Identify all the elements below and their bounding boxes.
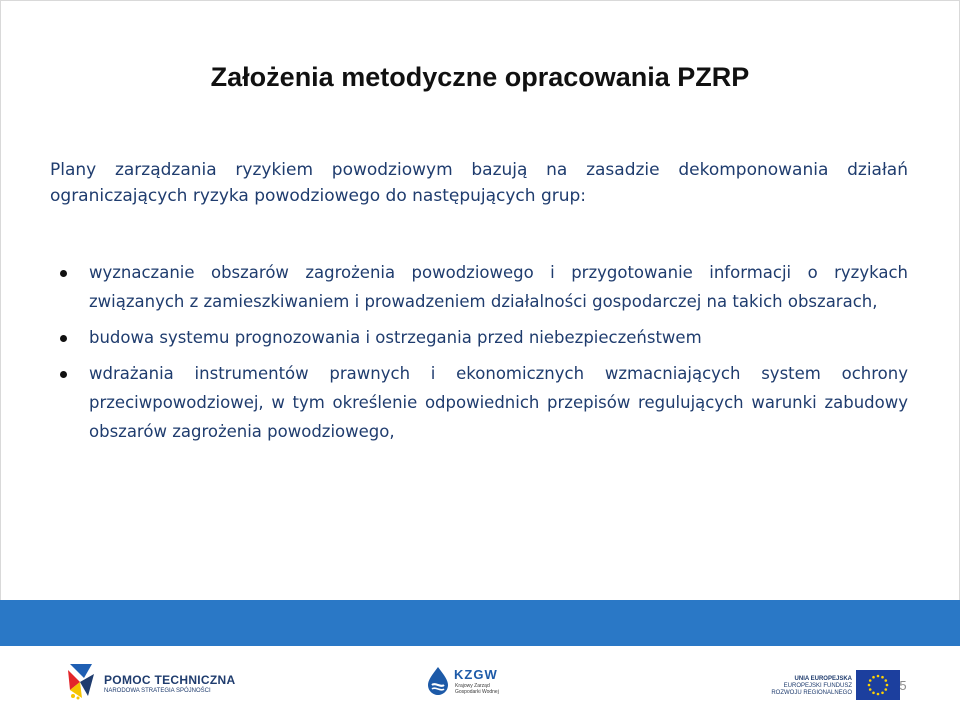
bullet-item [60, 323, 908, 352]
bullet-dot-icon [60, 335, 67, 342]
page-number: 5 [899, 678, 907, 693]
pomoc-techniczna-logo [64, 660, 234, 700]
pomoc-techniczna-name: POMOC TECHNICZNA [104, 673, 236, 687]
bullet-item [60, 359, 908, 446]
kzgw-subtitle: Krajowy Zarząd Gospodarki Wodnej [455, 683, 499, 695]
pomoc-techniczna-subtitle: NARODOWA STRATEGIA SPÓJNOŚCI [104, 688, 211, 694]
bullet-list [60, 258, 908, 453]
kzgw-logo [424, 665, 524, 701]
eu-line-3: ROZWOJU REGIONALNEGO [771, 690, 852, 696]
slide-title: Założenia metodyczne opracowania PZRP [210, 62, 750, 92]
eu-text [771, 676, 852, 697]
bullet-text: budowa systemu prognozowania i ostrzegania przed niebezpieczeństwem [89, 328, 702, 347]
eu-line-1: UNIA EUROPEJSKA [794, 676, 852, 682]
bullet-text: wyznaczanie obszarów zagrożenia powodziowego i przygotowanie informacji o ryzykach związanych z zamieszkiwaniem i prowadzeniem działalności gospodarczej na takich obszarach, [89, 263, 908, 311]
eu-logo [770, 666, 910, 704]
bullet-dot-icon [60, 270, 67, 277]
kzgw-logo-icon [424, 665, 452, 697]
footer-blue-band [0, 600, 960, 646]
bullet-dot-icon [60, 371, 67, 378]
eu-line-2: EUROPEJSKI FUNDUSZ [783, 683, 852, 689]
pomoc-techniczna-logo-icon [64, 660, 98, 700]
bullet-text: wdrażania instrumentów prawnych i ekonomicznych wzmacniających system ochrony przeciwpowodziowej, w tym określenie odpowiednich przepisów regulujących warunki zabudowy obszarów zagrożenia powodziowego, [89, 364, 908, 441]
intro-paragraph: Plany zarządzania ryzykiem powodziowym bazują na zasadzie dekomponowania działań ograniczających ryzyka powodziowego do następujących grup: [50, 160, 908, 206]
bullet-item [60, 258, 908, 316]
kzgw-name: KZGW [454, 667, 498, 682]
